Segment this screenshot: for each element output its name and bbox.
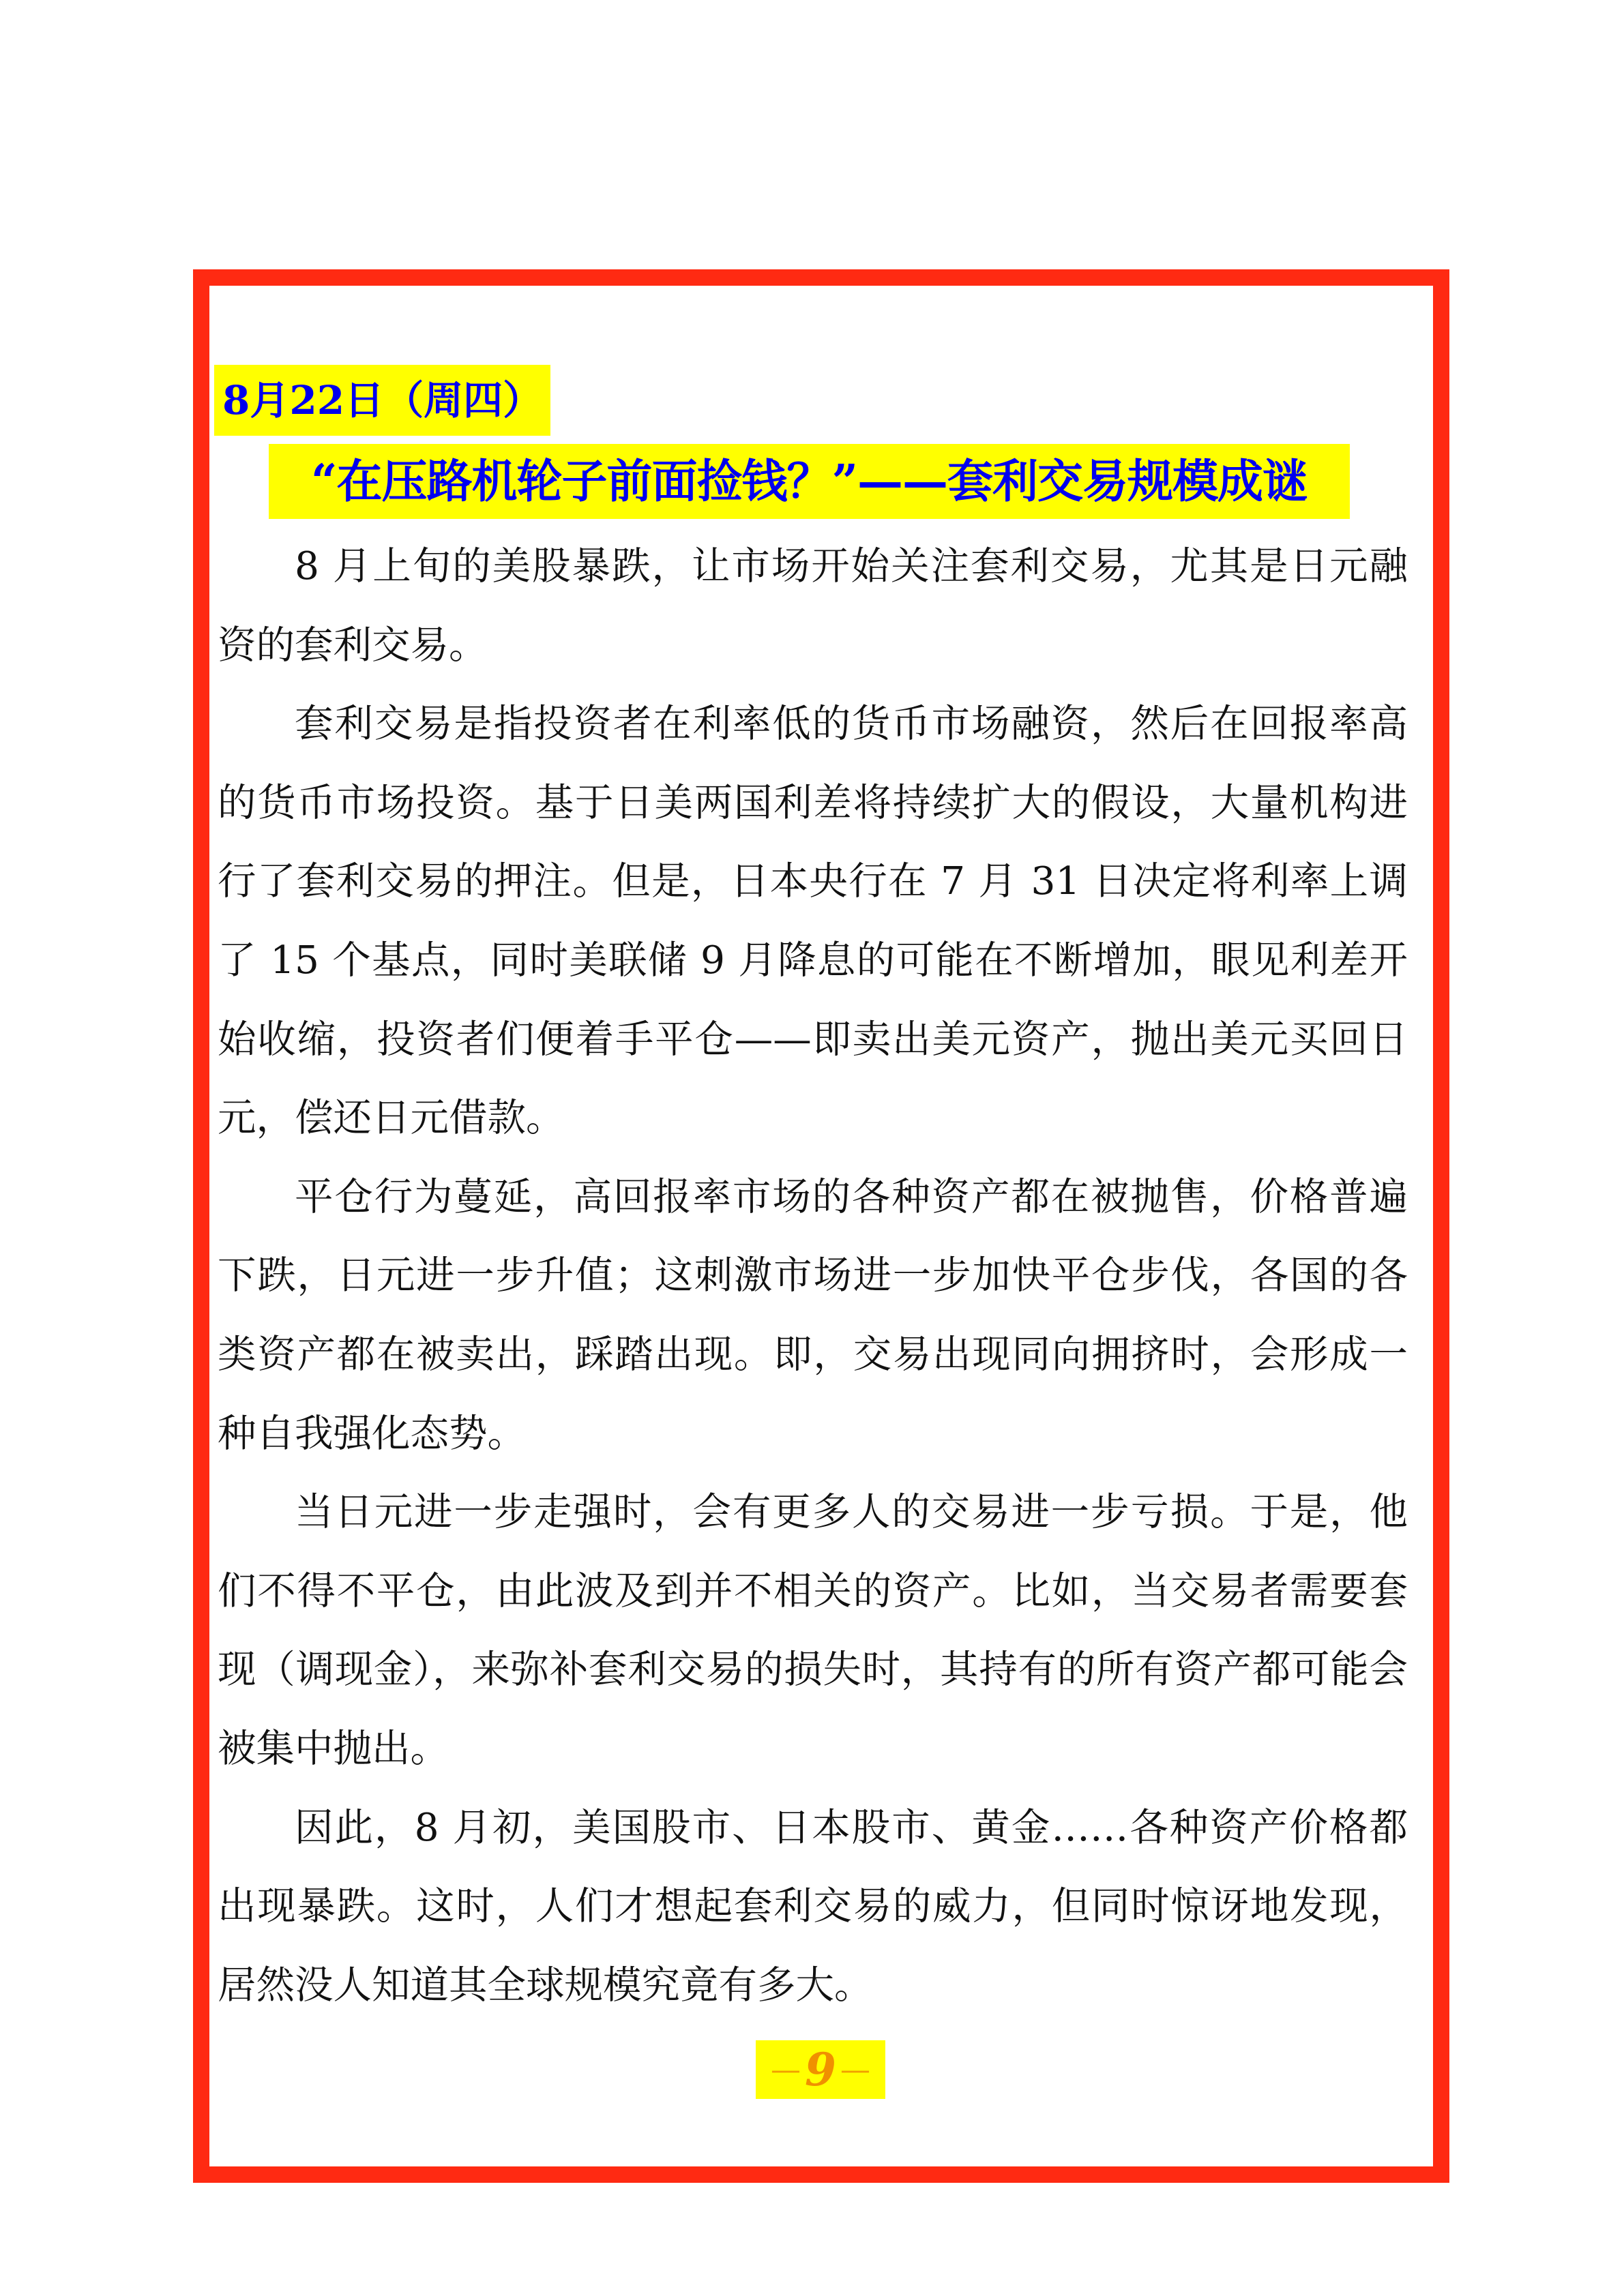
paragraph-1: 8 月上旬的美股暴跌，让市场开始关注套利交易，尤其是日元融资的套利交易。 [218,544,1408,668]
page-number [756,2040,885,2099]
date-heading: 8月22日（周四） [214,365,550,436]
paragraph-4: 当日元进一步走强时，会有更多人的交易进一步亏损。于是，他们不得不平仓，由此波及到并不相关的资产。比如，当交易者需要套现（调现金），来弥补套利交易的损失时，其持有的所有资产都可能会被集中抛出。 [218,1490,1408,1771]
paragraph-2: 套利交易是指投资者在利率低的货币市场融资，然后在回报率高的货币市场投资。基于日美两国利差将持续扩大的假设，大量机构进行了套利交易的押注。但是，日本央行在 7 月 31 日决定将利率上调了 15 个基点，同时美联储 9 月降息的可能在不断增加，眼见利差开始收缩，投资者们便着手平仓——即卖出美元资产，抛出美元买回日元，偿还日元借款。 [218,702,1408,1141]
paragraph-3: 平仓行为蔓延，高回报率市场的各种资产都在被抛售，价格普遍下跌，日元进一步升值；这刺激市场进一步加快平仓步伐，各国的各类资产都在被卖出，踩踏出现。即，交易出现同向拥挤时，会形成一种自我强化态势。 [218,1174,1408,1456]
article-title: “在压路机轮子前面捡钱？”——套利交易规模成谜 [269,444,1350,519]
page-number-dash-right: — [840,2052,870,2087]
article-body [218,527,1408,2025]
page-number-value: 9 [805,2043,836,2096]
page-number-dash-left: — [771,2052,801,2087]
paragraph-5: 因此，8 月初，美国股市、日本股市、黄金……各种资产价格都出现暴跌。这时，人们才想起套利交易的威力，但同时惊讶地发现，居然没人知道其全球规模究竟有多大。 [218,1805,1408,2008]
